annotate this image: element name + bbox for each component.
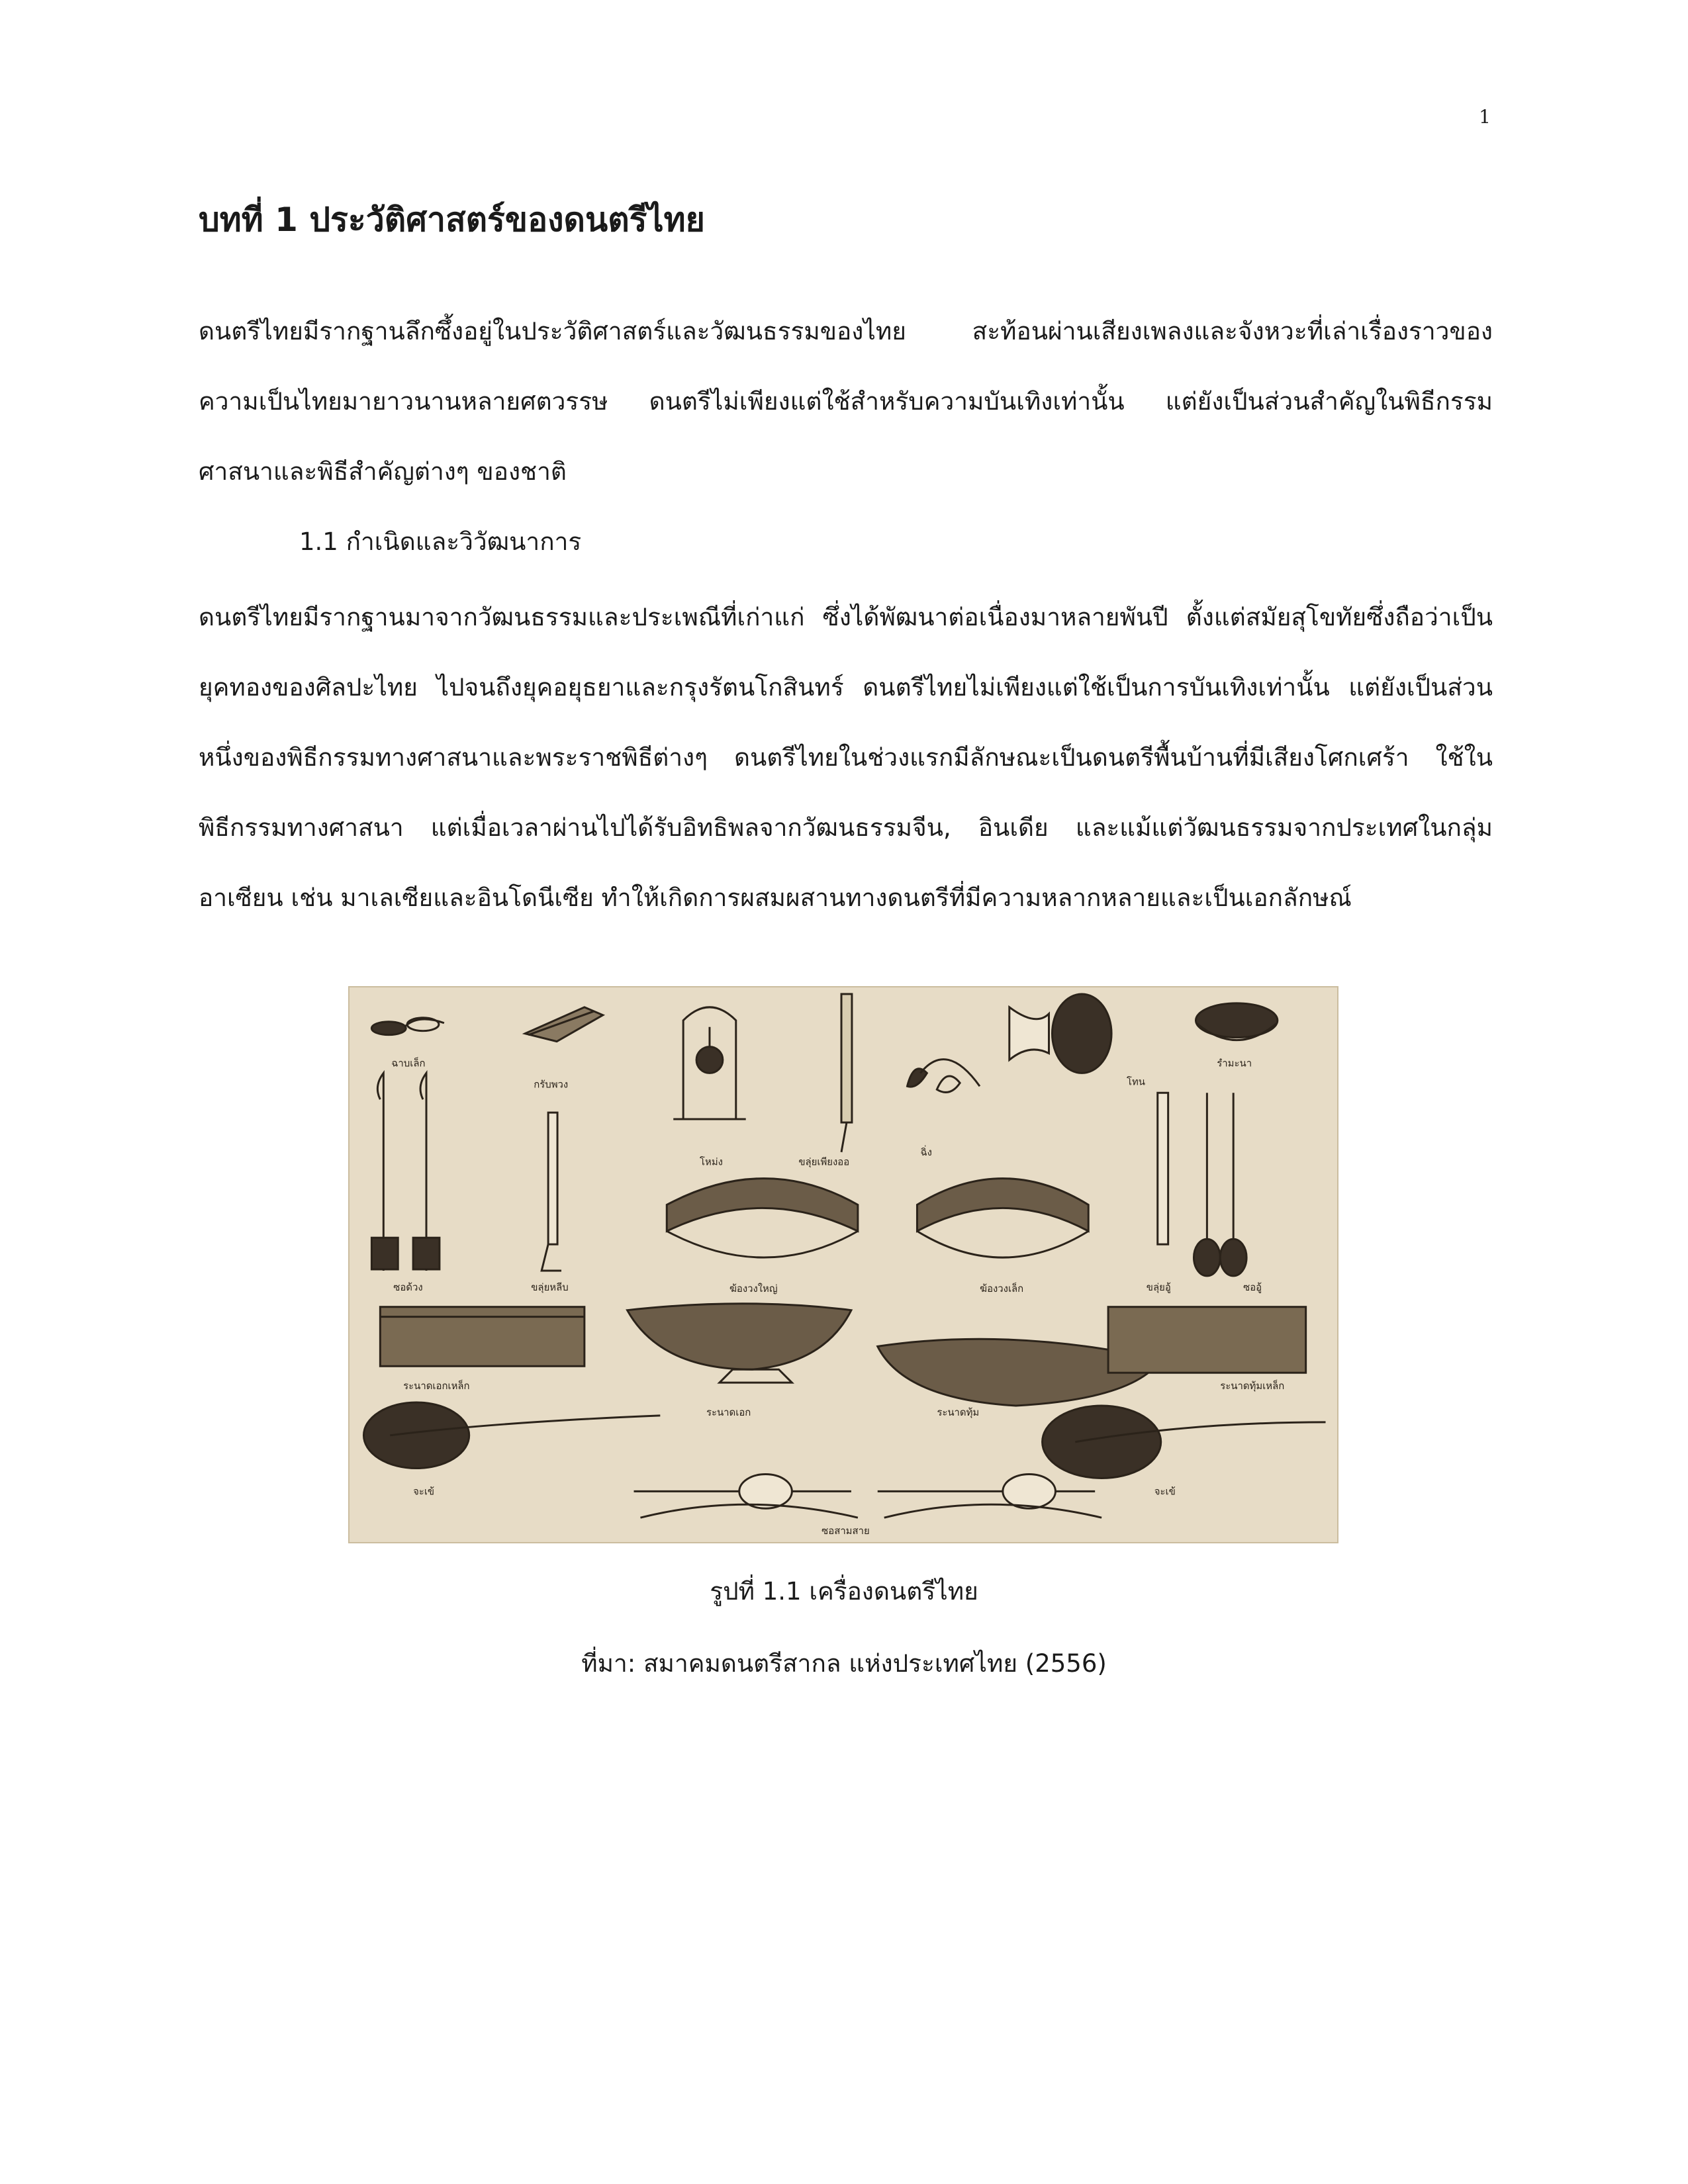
figure-caption: รูปที่ 1.1 เครื่องดนตรีไทย [710, 1577, 978, 1606]
chapter-title: บทที่ 1 ประวัติศาสตร์ของดนตรีไทย [199, 201, 705, 239]
rammana-drawing [1196, 1003, 1277, 1040]
instruments-illustration [350, 987, 1337, 1542]
mong-drawing [673, 1007, 745, 1119]
page-number: 1 [1479, 106, 1491, 128]
label-so-duang: ซอด้วง [393, 1281, 423, 1293]
label-chap-lek: ฉาบเล็ก [391, 1057, 426, 1069]
label-mong: โหม่ง [700, 1156, 723, 1168]
section-heading: 1.1 กำเนิดและวิวัฒนาการ [299, 527, 582, 556]
khlui-u-drawing [1158, 1093, 1168, 1244]
label-thon: โทน [1126, 1075, 1145, 1088]
label-khlui-u: ขลุ่ยอู้ [1146, 1281, 1171, 1293]
label-so-u: ซออู้ [1243, 1281, 1262, 1293]
label-so-sam-sai: ซอสามสาย [821, 1525, 870, 1537]
label-khlui-lip: ขลุ่ยหลีบ [531, 1281, 569, 1293]
figure-source: ที่มา: สมาคมดนตรีสากล แห่งประเทศไทย (2556) [581, 1649, 1107, 1678]
khlui-phiang-o-drawing [841, 994, 852, 1152]
ranat-thum-lek-drawing [1108, 1307, 1306, 1373]
label-krap-phuang: กรับพวง [534, 1078, 569, 1091]
ching-drawing [908, 1060, 980, 1093]
chap-lek-drawing [371, 1018, 444, 1035]
ranat-ek-drawing [628, 1304, 851, 1383]
label-ranat-ek-lek: ระนาดเอกเหล็ก [403, 1380, 470, 1392]
label-khong-wong-lek: ฆ้องวงเล็ก [980, 1282, 1024, 1295]
label-ranat-ek: ระนาดเอก [706, 1406, 751, 1418]
label-chakhe-left: จะเข้ [413, 1485, 435, 1498]
so-sam-sai-drawing-left [634, 1474, 858, 1518]
label-ranat-thum-lek: ระนาดทุ้มเหล็ก [1220, 1380, 1285, 1392]
chakhe-left-drawing [363, 1402, 660, 1469]
label-khlui-phiang-o: ขลุ่ยเพียงออ [798, 1156, 850, 1168]
khlui-lip-drawing [541, 1113, 561, 1271]
label-rammana: รำมะนา [1217, 1057, 1252, 1069]
chakhe-right-drawing [1043, 1406, 1326, 1478]
khong-wong-yai-drawing [667, 1179, 858, 1257]
label-ching: ฉิ่ง [920, 1146, 932, 1158]
thon-drawing [1009, 994, 1111, 1073]
thai-instruments-figure [348, 986, 1338, 1543]
label-chakhe-right: จะเข้ [1154, 1485, 1176, 1498]
ranat-ek-lek-drawing [380, 1307, 585, 1367]
khong-wong-lek-drawing [917, 1179, 1088, 1257]
intro-paragraph: ดนตรีไทยมีรากฐานลึกซึ้งอยู่ในประวัติศาสตร์และวัฒนธรรมของไทย สะท้อนผ่านเสียงเพลงและจังหวะที่เล่าเรื่องราวของความเป็นไทยมายาวนานหลายศตวรรษ ดนตรีไม่เพียงแต่ใช้สำหรับความบันเทิงเท่านั้น แต่ยังเป็นส่วนสำคัญในพิธีกรรมศาสนาและพิธีสำคัญต่างๆ ของชาติ [199, 317, 1493, 486]
section-paragraph: ดนตรีไทยมีรากฐานมาจากวัฒนธรรมและประเพณีที่เก่าแก่ ซึ่งได้พัฒนาต่อเนื่องมาหลายพันปี ตั้งแต่สมัยสุโขทัยซึ่งถือว่าเป็นยุคทองของศิลปะไทย ไปจนถึงยุคอยุธยาและกรุงรัตนโกสินทร์ ดนตรีไทยไม่เพียงแต่ใช้เป็นการบันเทิงเท่านั้น แต่ยังเป็นส่วนหนึ่งของพิธีกรรมทางศาสนาและพระราชพิธีต่างๆ ดนตรีไทยในช่วงแรกมีลักษณะเป็นดนตรีพื้นบ้านที่มีเสียงโศกเศร้า ใช้ในพิธีกรรมทางศาสนา แต่เมื่อเวลาผ่านไปได้รับอิทธิพลจากวัฒนธรรมจีน, อินเดีย และแม้แต่วัฒนธรรมจากประเทศในกลุ่มอาเซียน เช่น มาเลเซียและอินโดนีเซีย ทำให้เกิดการผสมผสานทางดนตรีที่มีความหลากหลายและเป็นเอกลักษณ์ [199, 603, 1493, 912]
label-khong-wong-yai: ฆ้องวงใหญ่ [729, 1282, 778, 1295]
so-sam-sai-drawing-right [878, 1474, 1102, 1518]
label-ranat-thum: ระนาดทุ้ม [937, 1406, 980, 1418]
so-u-drawing [1194, 1093, 1246, 1276]
so-duang-drawing [371, 1073, 440, 1271]
krap-phuang-drawing [525, 1007, 602, 1042]
